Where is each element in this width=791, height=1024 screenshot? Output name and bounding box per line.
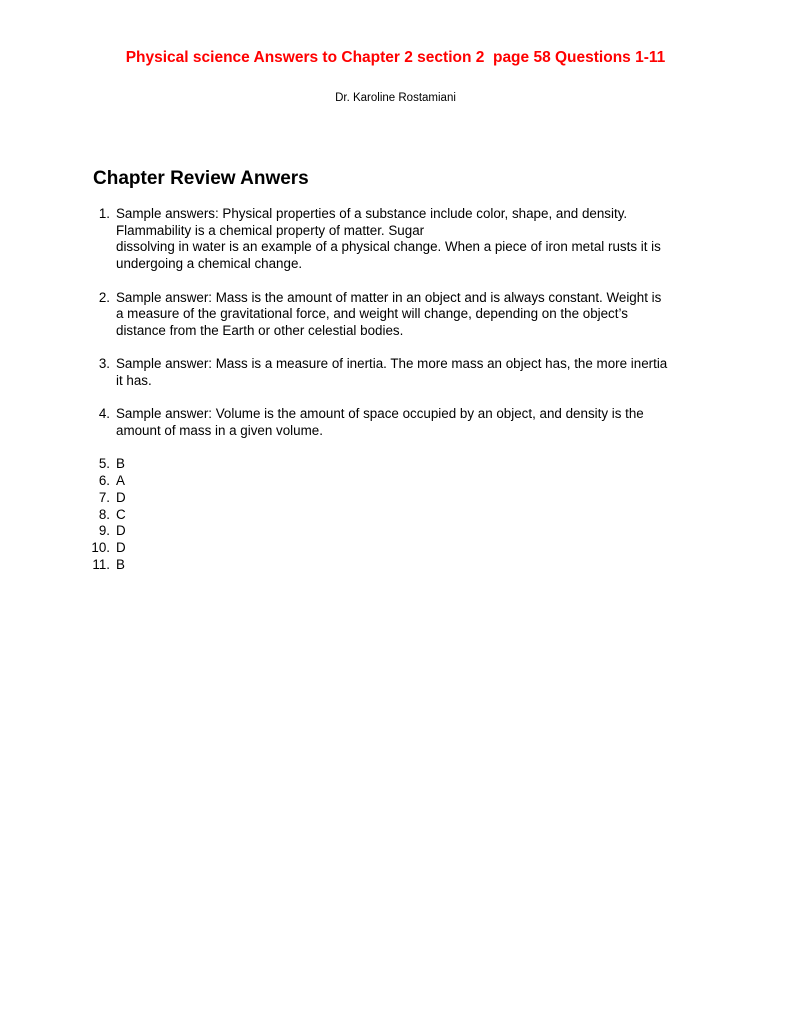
answer-text (116, 507, 706, 524)
spacer (0, 390, 791, 407)
answer-line: distance from the Earth or other celestial bodies. (116, 322, 404, 338)
answer-line: undergoing a chemical change. (116, 256, 303, 272)
answer-item (0, 356, 706, 389)
section-heading: Chapter Review Anwers (93, 168, 309, 189)
answer-number: 4. (98, 406, 110, 422)
answer-text (116, 540, 706, 557)
answer-text (116, 523, 706, 540)
answer-text (116, 557, 706, 574)
answer-line: a measure of the gravitational force, and weight will change, depending on the object’s (116, 306, 628, 322)
answer-line: D (116, 523, 126, 539)
answer-text (116, 290, 706, 340)
answer-line: C (116, 506, 126, 522)
answer-text (116, 356, 706, 389)
answer-item (0, 456, 706, 473)
spacer (0, 440, 791, 457)
answer-line: amount of mass in a given volume. (116, 423, 323, 439)
answer-line: Sample answer: Volume is the amount of space occupied by an object, and density is the (116, 406, 644, 422)
spacer (0, 340, 791, 357)
answer-text (116, 473, 706, 490)
answer-line: Sample answer: Mass is the amount of matter in an object and is always constant. Weight is (116, 289, 662, 305)
answer-text (116, 406, 706, 439)
answer-item (0, 290, 706, 340)
answer-number: 10. (91, 540, 110, 555)
answer-item (0, 523, 706, 540)
spacer (0, 273, 791, 290)
answer-line: Sample answer: Mass is a measure of inertia. The more mass an object has, the more inertia (116, 356, 668, 372)
answer-line: dissolving in water is an example of a physical change. When a piece of iron metal rusts it is (116, 239, 661, 255)
document-author: Dr. Karoline Rostamiani (335, 92, 456, 104)
answer-line: B (116, 456, 125, 472)
answer-line: B (116, 556, 125, 572)
answer-line: D (116, 540, 126, 555)
answer-number: 6. (98, 473, 110, 489)
answer-line: D (116, 489, 126, 505)
answer-text (116, 490, 706, 507)
answer-number: 3. (98, 356, 110, 372)
answer-item (0, 206, 706, 273)
answer-number: 9. (98, 523, 110, 539)
answer-number: 8. (98, 506, 110, 522)
answer-item (0, 540, 706, 557)
answer-number: 2. (98, 289, 110, 305)
answer-item (0, 406, 706, 439)
answer-list (0, 206, 791, 573)
answer-item (0, 473, 706, 490)
answer-line: Sample answers: Physical properties of a substance include color, shape, and density. (116, 206, 628, 221)
answer-number: 7. (98, 489, 110, 505)
answer-item (0, 557, 706, 574)
answer-item (0, 507, 706, 524)
answer-number: 1. (98, 206, 110, 221)
answer-item (0, 490, 706, 507)
answer-line: Flammability is a chemical property of matter. Sugar (116, 222, 425, 238)
document-title: Physical science Answers to Chapter 2 section 2 page 58 Questions 1-11 (125, 49, 666, 66)
answer-line: it has. (116, 373, 152, 388)
answer-text (116, 206, 706, 273)
answer-number: 5. (98, 456, 110, 472)
answer-text (116, 456, 706, 473)
answer-line: A (116, 473, 125, 489)
answer-number: 11. (92, 556, 110, 572)
